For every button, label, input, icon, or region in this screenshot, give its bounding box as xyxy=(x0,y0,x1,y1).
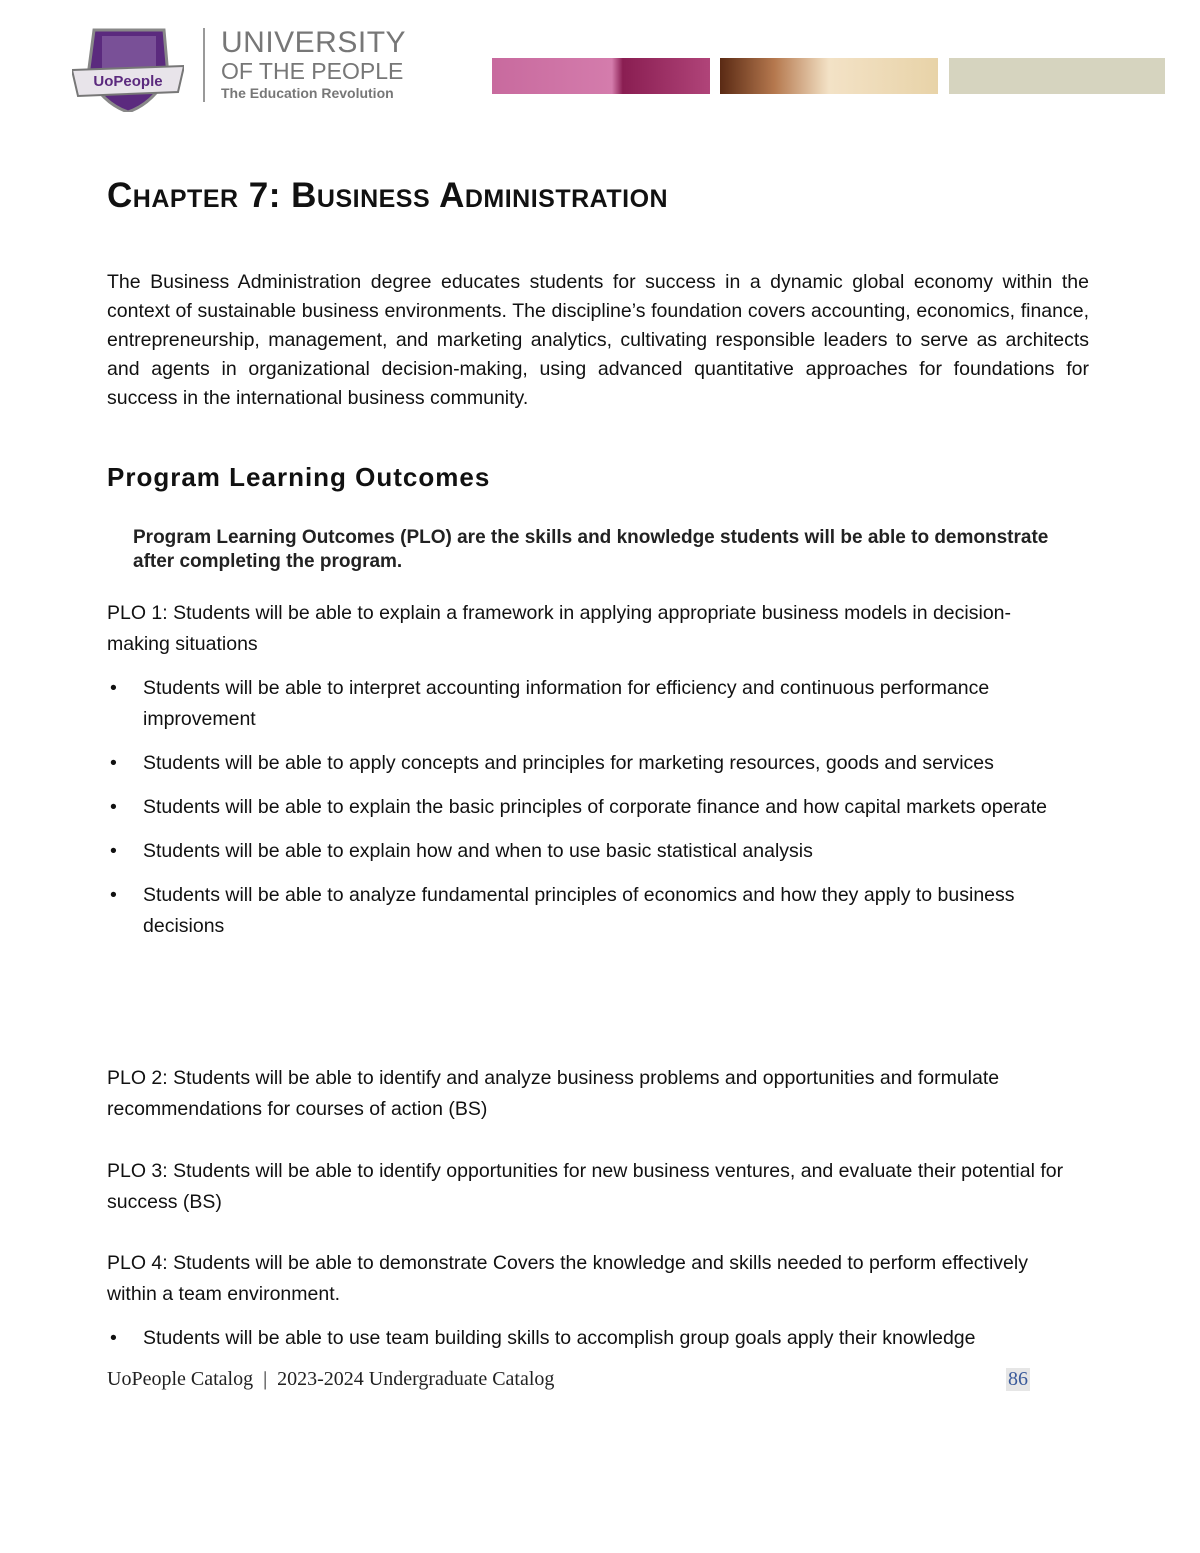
plo-2: PLO 2: Students will be able to identify and analyze business problems and opportunities and formulate recommendations for courses of action (BS) xyxy=(107,1067,1000,1120)
logo-line1: UNIVERSITY xyxy=(221,26,407,59)
bullet-icon: • xyxy=(110,840,117,862)
section-heading: Program Learning Outcomes xyxy=(107,462,491,492)
list-item xyxy=(107,1323,1107,1354)
bullet-text: Students will be able to analyze fundamental principles of economics and how they apply to business decisions xyxy=(143,884,1015,937)
uopeople-shield-logo xyxy=(72,26,184,112)
bullet-icon: • xyxy=(110,677,117,699)
logo-line2: OF THE PEOPLE xyxy=(221,58,404,84)
bullet-text: Students will be able to explain the basic principles of corporate finance and how capital markets operate xyxy=(143,796,1048,818)
bullet-icon: • xyxy=(110,796,117,818)
logo-badge-text: UoPeople xyxy=(93,73,163,90)
header-photo-band-1 xyxy=(492,58,710,94)
chapter-title: Chapter 7: Business Administration xyxy=(107,176,669,215)
plo-4: PLO 4: Students will be able to demonstrate Covers the knowledge and skills needed to perform effectively within a team environment. xyxy=(107,1252,1028,1305)
bullet-text: Students will be able to use team building skills to accomplish group goals apply their knowledge xyxy=(143,1327,976,1349)
intro-paragraph: The Business Administration degree educates students for success in a dynamic global economy within the context of sustainable business environments. The discipline’s foundation covers accounting, economics, finance, entrepreneurship, management, and marketing analytics, cultivating responsible leaders to serve as architects and agents in organizational decision-making, using advanced quantitative approaches for foundations for success in the international business community. xyxy=(107,271,1089,409)
bullet-icon: • xyxy=(110,1327,117,1349)
plo-1: PLO 1: Students will be able to explain a framework in applying appropriate business models in decision-making situations xyxy=(107,602,1011,655)
bullet-text: Students will be able to apply concepts and principles for marketing resources, goods and services xyxy=(143,752,994,774)
page-number: 86 xyxy=(1008,1368,1028,1390)
list-item xyxy=(107,673,1087,735)
bullet-text: Students will be able to interpret accounting information for efficiency and continuous performance improvement xyxy=(143,677,990,730)
header-photo-band-3 xyxy=(949,58,1165,94)
header-photo-band-2 xyxy=(720,58,938,94)
bullet-icon: • xyxy=(110,752,117,774)
footer-text: UoPeople Catalog | 2023-2024 Undergraduate Catalog xyxy=(107,1368,555,1390)
plo-1-bullets xyxy=(107,673,1087,955)
bullet-icon: • xyxy=(110,884,117,906)
bullet-text: Students will be able to explain how and when to use basic statistical analysis xyxy=(143,840,813,862)
list-item xyxy=(107,748,1087,779)
list-item xyxy=(107,792,1087,823)
logo-tagline: The Education Revolution xyxy=(221,85,394,101)
list-item xyxy=(107,836,1087,867)
list-item xyxy=(107,880,1087,942)
university-wordmark xyxy=(203,28,406,102)
plo-3: PLO 3: Students will be able to identify opportunities for new business ventures, and evaluate their potential for success (BS) xyxy=(107,1160,1064,1213)
plo-4-bullets xyxy=(107,1323,1107,1367)
plo-intro: Program Learning Outcomes (PLO) are the skills and knowledge students will be able to demonstrate after completing the program. xyxy=(133,527,1049,572)
